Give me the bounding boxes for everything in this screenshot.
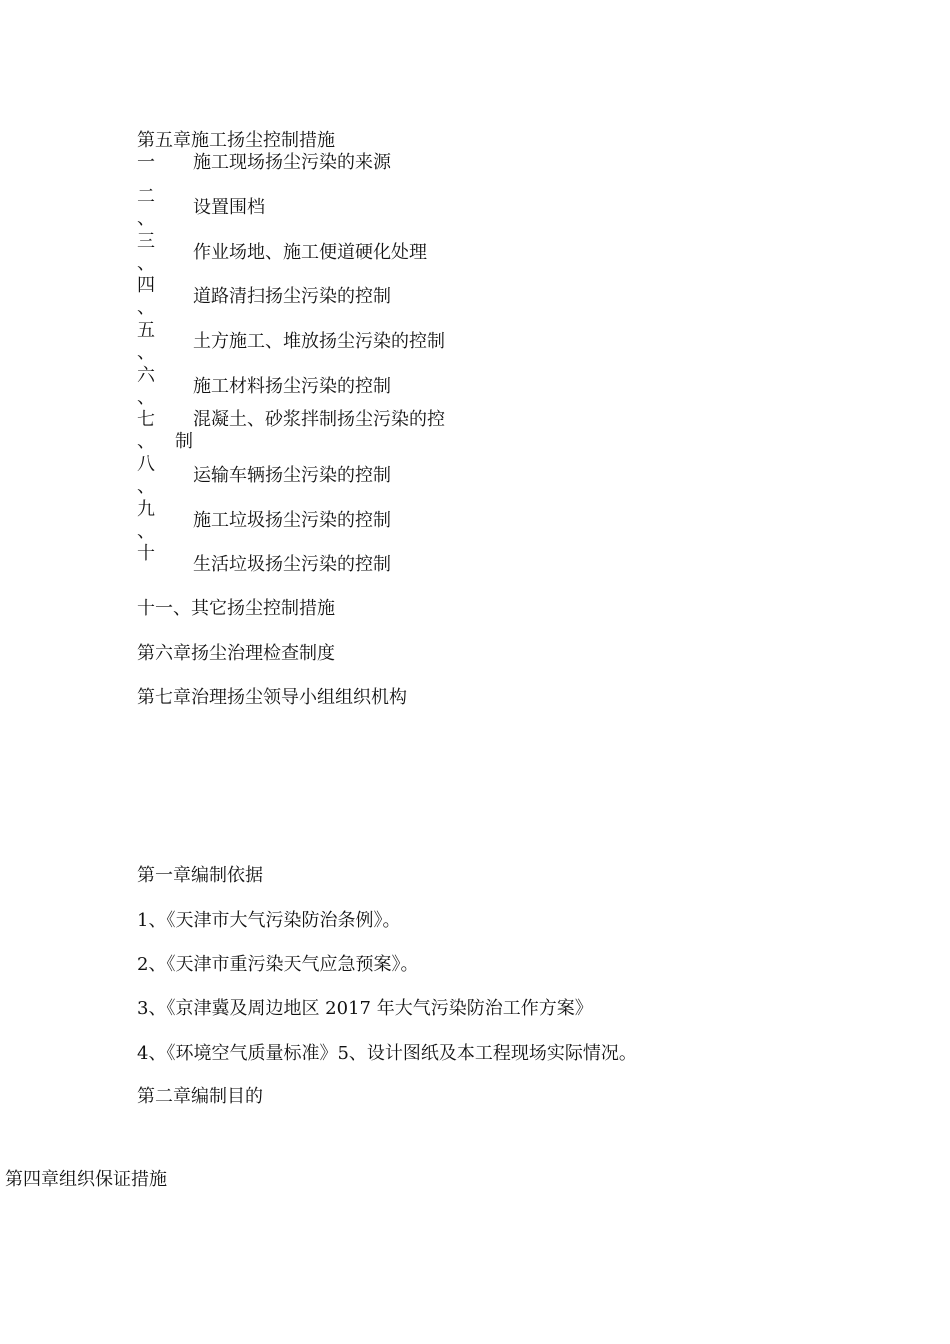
toc-item-number: 六 、: [137, 365, 155, 408]
chapter4-heading: 第四章组织保证措施: [5, 1169, 167, 1190]
toc-chapter5-title: 第五章施工扬尘控制措施: [137, 130, 335, 151]
toc-item-text: 施工垃圾扬尘污染的控制: [193, 510, 391, 531]
toc-item-text: 道路清扫扬尘污染的控制: [193, 286, 391, 307]
toc-item-text: 设置围档: [193, 197, 265, 218]
toc-item-number: 四 、: [137, 275, 155, 318]
toc-item-number: 五 、: [137, 320, 155, 363]
toc-item-text: 混凝土、砂浆拌制扬尘污染的控: [193, 409, 445, 430]
toc-item-number: 九 、: [137, 499, 155, 542]
toc-item-text: 施工材料扬尘污染的控制: [193, 376, 391, 397]
toc-item-text: 作业场地、施工便道硬化处理: [193, 242, 427, 263]
toc-item-number: 二 、: [137, 186, 155, 229]
chapter2-heading: 第二章编制目的: [137, 1086, 263, 1107]
toc-item-text: 土方施工、堆放扬尘污染的控制: [193, 331, 445, 352]
toc-item-text-continuation: 制: [175, 431, 193, 452]
basis-item: 4、《环境空气质量标准》5、设计图纸及本工程现场实际情况。: [137, 1043, 637, 1064]
chapter1-heading: 第一章编制依据: [137, 865, 263, 886]
toc-item-number: 八 、: [137, 454, 155, 497]
toc-item-number: 七 、: [137, 409, 155, 452]
toc-item-text: 运输车辆扬尘污染的控制: [193, 465, 391, 486]
basis-item: 2、《天津市重污染天气应急预案》。: [137, 954, 419, 975]
toc-item-11: 十一、其它扬尘控制措施: [137, 598, 335, 619]
basis-item: 3、《京津冀及周边地区 2017 年大气污染防治工作方案》: [137, 998, 593, 1019]
toc-item-number: 一: [137, 152, 155, 173]
toc-item-number: 三 、: [137, 231, 155, 274]
toc-item-text: 施工现场扬尘污染的来源: [193, 152, 391, 173]
toc-item-text: 生活垃圾扬尘污染的控制: [193, 554, 391, 575]
toc-item-number: 十: [137, 543, 155, 564]
toc-chapter7-title: 第七章治理扬尘领导小组组织机构: [137, 687, 407, 708]
toc-chapter6-title: 第六章扬尘治理检查制度: [137, 643, 335, 664]
basis-item: 1、《天津市大气污染防治条例》。: [137, 910, 401, 931]
